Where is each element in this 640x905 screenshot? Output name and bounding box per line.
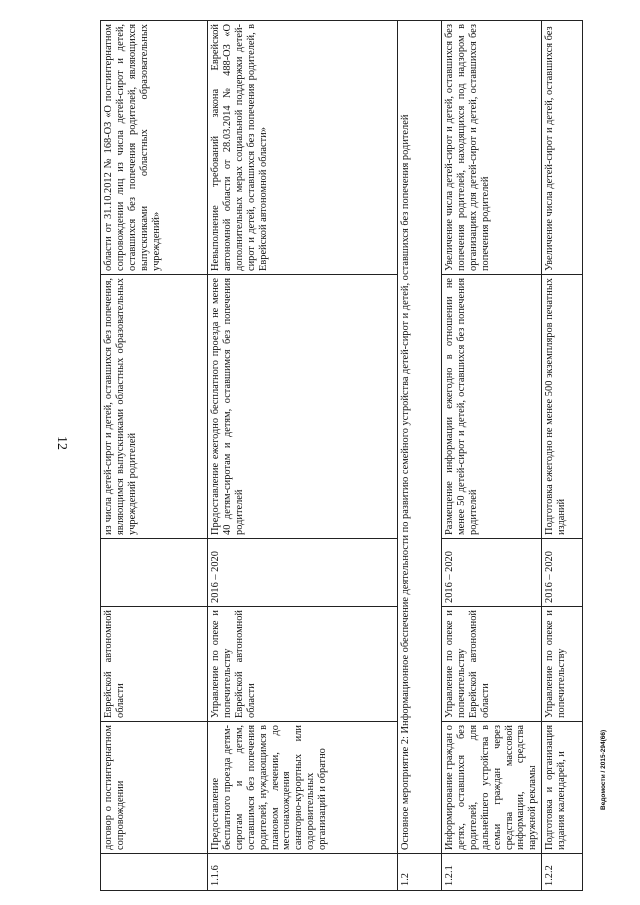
executor-cell: Еврейской автономной области	[101, 607, 208, 722]
page-number: 12	[54, 436, 69, 450]
indicator-cell: из числа детей-сирот и детей, оставшихся без попечения, являющимся выпускниками областных образовательных учреждений родителей	[101, 275, 208, 539]
indicator-cell: Размещение информации ежегодно в отношении не менее 50 детей-сирот и детей, оставшихся без попечения родителей	[442, 275, 542, 539]
result-cell: Увеличение числа детей-сирот и детей, оставшихся без	[542, 21, 583, 275]
section-title-cell: Основное мероприятие 2: Информационное обеспечение деятельности по развитию семейного устройства детей-сирот и детей, оставшихся без попечения родителей	[398, 21, 442, 854]
period-cell	[101, 539, 208, 607]
executor-cell: Управление по опеке и попечительству	[542, 607, 583, 722]
result-cell: Увеличение числа детей-сирот и детей, оставшихся без попечения родителей, находящихся под надзором в организациях для детей-сирот и детей, оставшихся без попечения родителей	[442, 21, 542, 275]
section-row	[398, 21, 442, 891]
rotated-table-container	[100, 21, 595, 891]
executor-cell: Управление по опеке и попечительству Еврейской автономной области	[442, 607, 542, 722]
executor-cell: Управление по опеке и попечительству Еврейской автономной области	[208, 607, 398, 722]
row-number-cell: 1.2.2	[542, 854, 583, 891]
period-cell: 2016 – 2020	[442, 539, 542, 607]
row-number-cell: 1.1.6	[208, 854, 398, 891]
activity-name-cell: Информирование граждан о детях, оставшихся без родителей, для дальнейшего устройства в семьи граждан через средства массовой информации, средства наружной рекламы	[442, 722, 542, 854]
result-cell: области от 31.10.2012 № 168-ОЗ «О постинтернатном сопровождении лиц из числа детей-сирот и детей, оставшихся без попечения родителей, являющихся выпускниками областных образовательных учреждений»	[101, 21, 208, 275]
period-cell: 2016 – 2020	[542, 539, 583, 607]
program-activities-table	[100, 20, 583, 891]
row-number-cell: 1.2.1	[442, 854, 542, 891]
activity-name-cell: договор о постинтернатном сопровождении	[101, 722, 208, 854]
indicator-cell: Подготовка ежегодно не менее 500 экземпляров печатных изданий	[542, 275, 583, 539]
table-row	[442, 21, 542, 891]
table-row	[542, 21, 583, 891]
activity-name-cell: Подготовка и организация издания календарей, и	[542, 722, 583, 854]
row-number-cell	[101, 854, 208, 891]
result-cell: Невыполнение требований закона Еврейской автономной области от 28.03.2014 № 488-ОЗ «О дополнительных мерах социальной поддержки детей-сирот и детей, оставшихся без попечения родителей, в Еврейской автономной области»	[208, 21, 398, 275]
period-cell: 2016 – 2020	[208, 539, 398, 607]
indicator-cell: Предоставление ежегодно бесплатного проезда не менее 40 детям-сиротам и детям, оставшимся без попечения родителей	[208, 275, 398, 539]
table-row	[101, 21, 208, 891]
section-number-cell: 1.2	[398, 854, 442, 891]
document-stamp: Ведомости / 2015-294(66)	[600, 729, 607, 810]
table-row	[208, 21, 398, 891]
activity-name-cell: Предоставление бесплатного проезда детям-сиротам и детям, оставшимся без попечения родителей, нуждающимся в плановом лечении, до местонахождения санаторно-курортных или оздоровительных организаций и обратно	[208, 722, 398, 854]
